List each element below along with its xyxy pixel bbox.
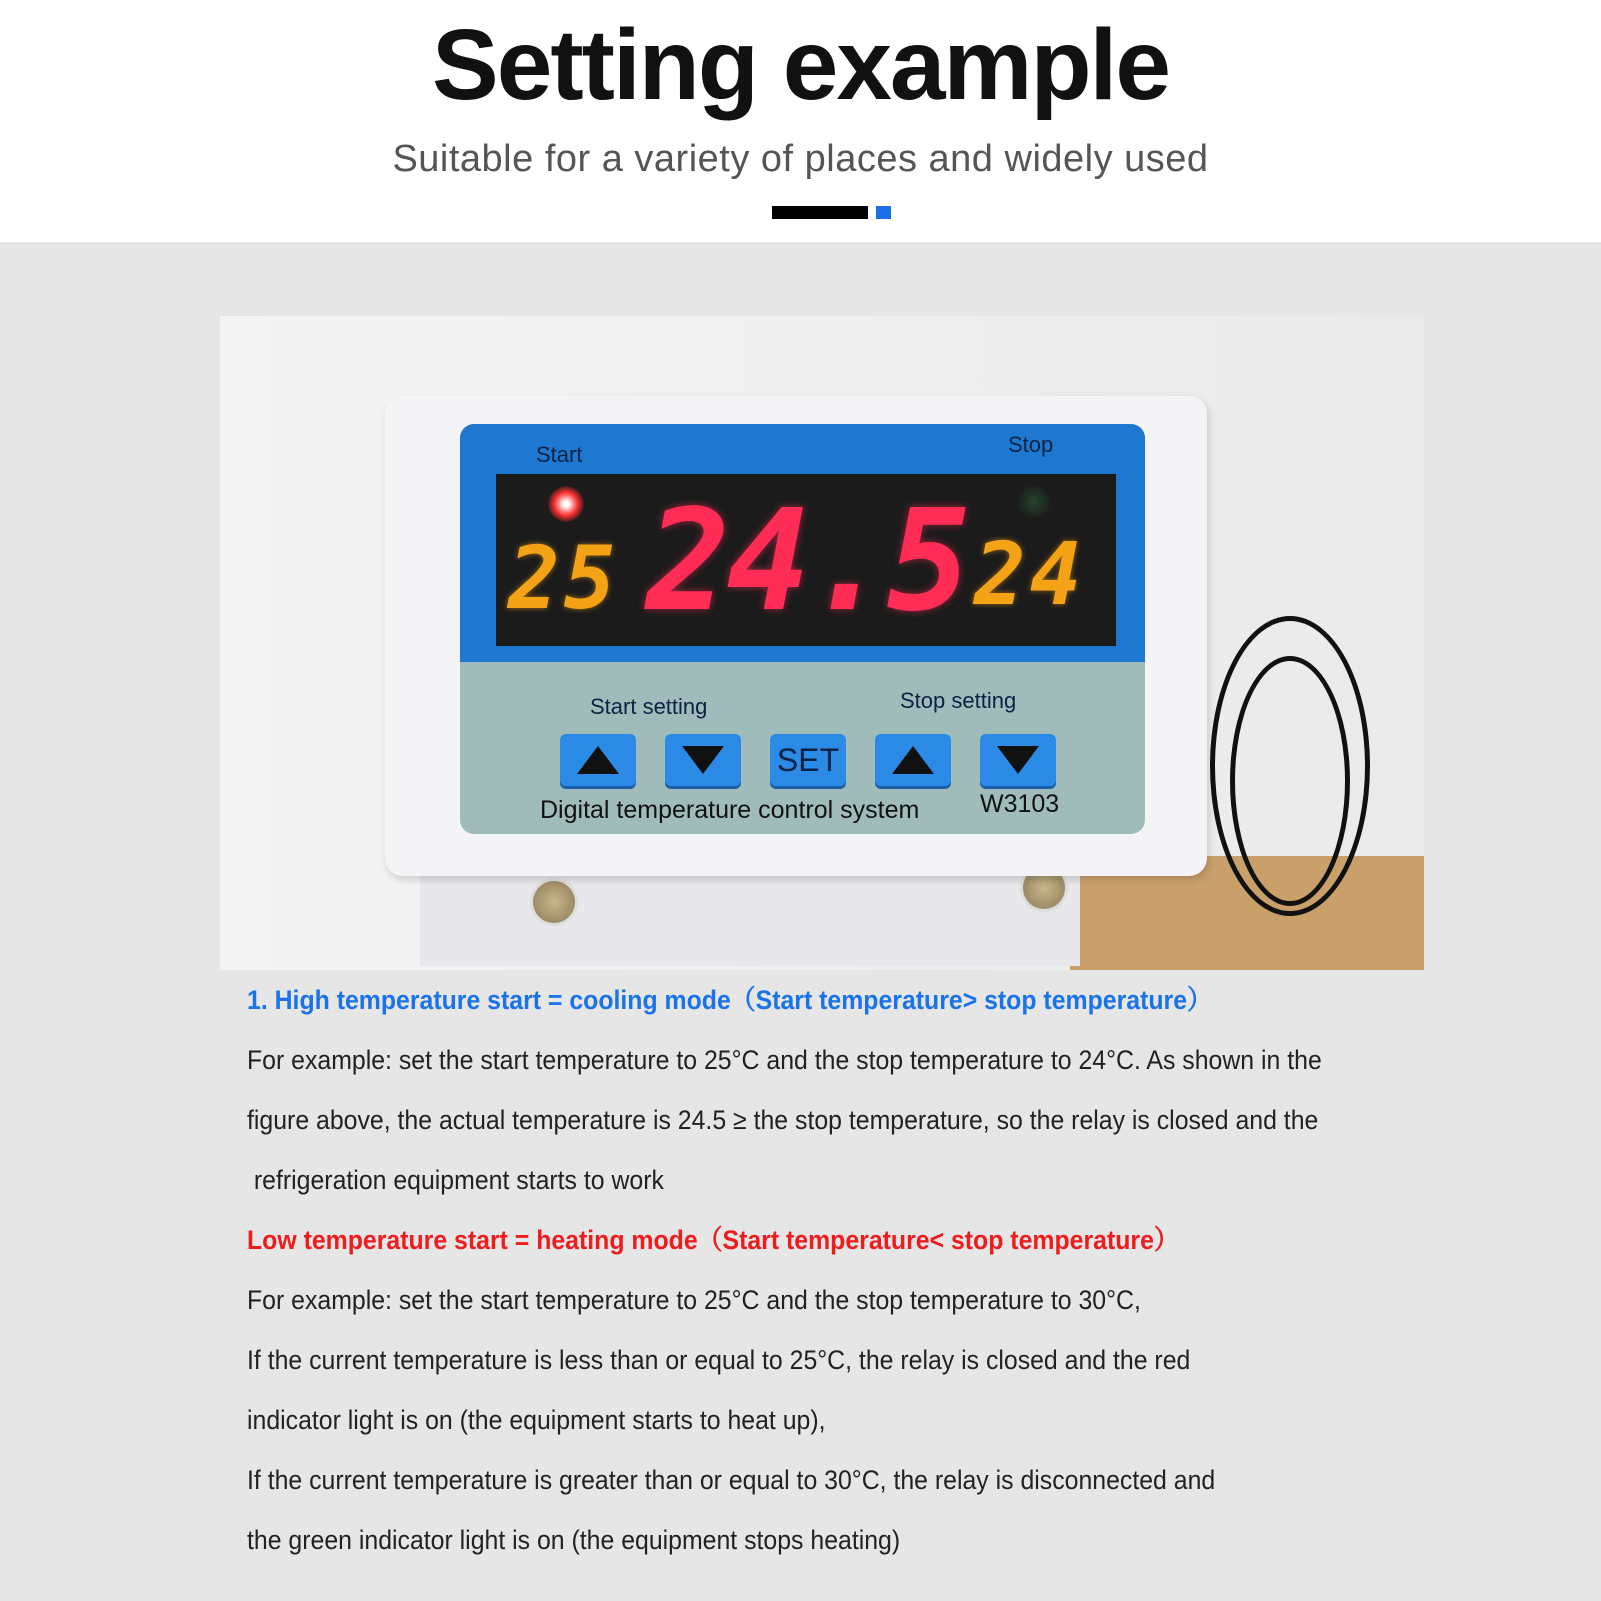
start-down-button[interactable] [665,734,741,786]
start-temperature-display: 25 [508,529,620,629]
system-name: Digital temperature control system [540,796,920,824]
paragraph-line: If the current temperature is greater than or equal to 30°C, the relay is disconnected and [247,1465,1216,1495]
divider-bar [772,206,868,219]
start-setting-label: Start setting [590,694,708,719]
heating-mode-heading: Low temperature start = heating mode（Start temperature< stop temperature） [247,1225,1179,1255]
arrow-down-icon [997,746,1039,774]
page-title: Setting example [432,9,1169,121]
divider-dot [876,206,891,219]
start-label: Start [536,442,583,467]
stop-label: Stop [1008,432,1054,457]
paragraph-line: the green indicator light is on (the equipment stops heating) [247,1525,901,1555]
arrow-down-icon [682,746,724,774]
stop-indicator-light [1016,484,1052,520]
current-temperature-display: 24.5 [646,480,968,643]
paragraph-line: If the current temperature is less than or equal to 25°C, the relay is closed and the red [247,1345,1191,1375]
product-photo [220,316,1424,970]
stop-setting-label: Stop setting [900,688,1017,713]
thermostat-device [385,396,1207,876]
cooling-mode-heading: 1. High temperature start = cooling mode（Start temperature> stop temperature） [247,985,1212,1015]
paragraph-line: figure above, the actual temperature is 24.5 ≥ the stop temperature, so the relay is closed and the [247,1105,1319,1135]
probe-cable [1230,656,1350,906]
description [247,970,1447,1570]
start-up-button[interactable] [560,734,636,786]
start-indicator-light [548,486,584,522]
paragraph-line: For example: set the start temperature to 25°C and the stop temperature to 30°C, [247,1285,1141,1315]
set-button[interactable]: SET [770,734,846,786]
control-panel [460,424,1145,834]
screw-icon [530,878,578,926]
stop-down-button[interactable] [980,734,1056,786]
page-subtitle: Suitable for a variety of places and widely used [392,138,1209,180]
model-number: W3103 [980,790,1060,818]
arrow-up-icon [892,746,934,774]
paragraph-line: For example: set the start temperature to 25°C and the stop temperature to 24°C. As shown in the [247,1045,1322,1075]
arrow-up-icon [577,746,619,774]
header [0,0,1601,242]
stop-temperature-display: 24 [974,525,1086,625]
paragraph-line: indicator light is on (the equipment starts to heat up), [247,1405,826,1435]
stop-up-button[interactable] [875,734,951,786]
led-display [496,474,1116,646]
paragraph-line: refrigeration equipment starts to work [247,1165,664,1195]
